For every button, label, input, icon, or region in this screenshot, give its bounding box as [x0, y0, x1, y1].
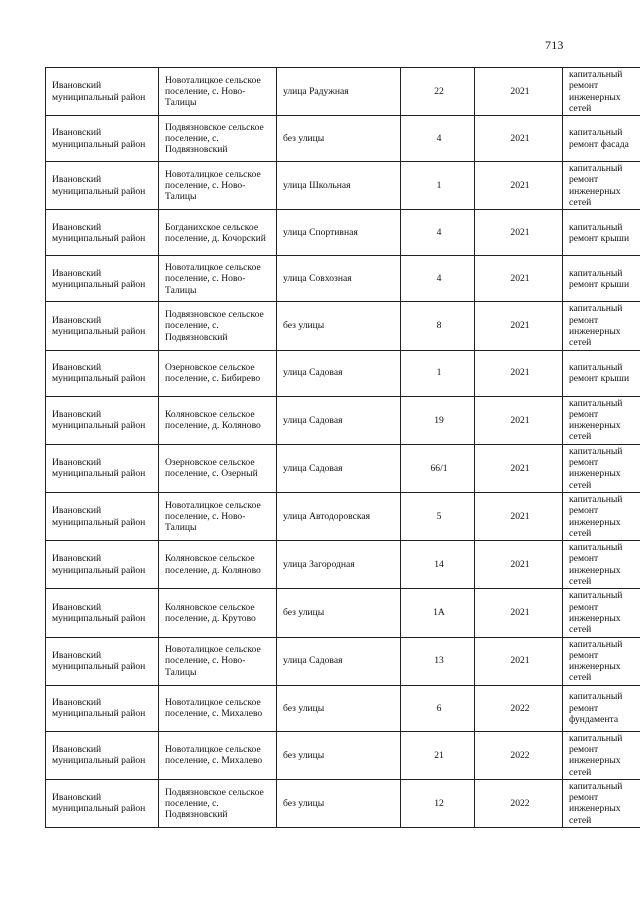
street-cell: улица Автодоровская — [277, 492, 401, 540]
work-type-cell: капитальный ремонт инженерных сетей — [563, 492, 640, 540]
house-number-cell: 4 — [401, 256, 475, 302]
table-row — [46, 302, 640, 350]
street-cell: без улицы — [277, 302, 401, 350]
district-cell: Ивановский муниципальный район — [46, 116, 159, 162]
settlement-cell: Озерновское сельское поселение, с. Бибирево — [159, 350, 277, 396]
table-row — [46, 779, 640, 827]
housing-repair-table — [45, 67, 640, 828]
year-cell: 2021 — [475, 68, 563, 116]
settlement-cell: Коляновское сельское поселение, д. Коляново — [159, 541, 277, 589]
settlement-cell: Богданихское сельское поселение, д. Кочорский — [159, 210, 277, 256]
settlement-cell: Подвязновское сельское поселение, с. Подвязновский — [159, 779, 277, 827]
district-cell: Ивановский муниципальный район — [46, 302, 159, 350]
district-cell: Ивановский муниципальный район — [46, 444, 159, 492]
district-cell: Ивановский муниципальный район — [46, 779, 159, 827]
work-type-cell: капитальный ремонт инженерных сетей — [563, 396, 640, 444]
work-type-cell: капитальный ремонт инженерных сетей — [563, 589, 640, 637]
settlement-cell: Новоталицкое сельское поселение, с. Михалево — [159, 685, 277, 731]
district-cell: Ивановский муниципальный район — [46, 68, 159, 116]
year-cell: 2021 — [475, 302, 563, 350]
house-number-cell: 6 — [401, 685, 475, 731]
work-type-cell: капитальный ремонт крыши — [563, 350, 640, 396]
district-cell: Ивановский муниципальный район — [46, 492, 159, 540]
table-body — [46, 68, 640, 828]
table-row — [46, 492, 640, 540]
street-cell: без улицы — [277, 685, 401, 731]
table-row — [46, 162, 640, 210]
table-row — [46, 68, 640, 116]
year-cell: 2022 — [475, 779, 563, 827]
table-row — [46, 637, 640, 685]
district-cell: Ивановский муниципальный район — [46, 637, 159, 685]
work-type-cell: капитальный ремонт инженерных сетей — [563, 779, 640, 827]
house-number-cell: 4 — [401, 210, 475, 256]
table-row — [46, 685, 640, 731]
table-row — [46, 396, 640, 444]
settlement-cell: Новоталицкое сельское поселение, с. Ново-Талицы — [159, 68, 277, 116]
street-cell: без улицы — [277, 779, 401, 827]
district-cell: Ивановский муниципальный район — [46, 210, 159, 256]
house-number-cell: 22 — [401, 68, 475, 116]
work-type-cell: капитальный ремонт инженерных сетей — [563, 444, 640, 492]
year-cell: 2021 — [475, 350, 563, 396]
settlement-cell: Озерновское сельское поселение, с. Озерный — [159, 444, 277, 492]
work-type-cell: капитальный ремонт инженерных сетей — [563, 68, 640, 116]
street-cell: улица Совхозная — [277, 256, 401, 302]
house-number-cell: 1 — [401, 162, 475, 210]
year-cell: 2022 — [475, 731, 563, 779]
district-cell: Ивановский муниципальный район — [46, 541, 159, 589]
settlement-cell: Новоталицкое сельское поселение, с. Ново-Талицы — [159, 637, 277, 685]
table-row — [46, 731, 640, 779]
house-number-cell: 8 — [401, 302, 475, 350]
year-cell: 2021 — [475, 444, 563, 492]
table-row — [46, 210, 640, 256]
street-cell: улица Радужная — [277, 68, 401, 116]
table-row — [46, 116, 640, 162]
work-type-cell: капитальный ремонт крыши — [563, 256, 640, 302]
house-number-cell: 13 — [401, 637, 475, 685]
year-cell: 2021 — [475, 116, 563, 162]
street-cell: улица Садовая — [277, 350, 401, 396]
house-number-cell: 14 — [401, 541, 475, 589]
street-cell: улица Садовая — [277, 396, 401, 444]
year-cell: 2021 — [475, 210, 563, 256]
year-cell: 2021 — [475, 541, 563, 589]
settlement-cell: Новоталицкое сельское поселение, с. Ново-Талицы — [159, 162, 277, 210]
street-cell: улица Спортивная — [277, 210, 401, 256]
year-cell: 2021 — [475, 256, 563, 302]
settlement-cell: Коляновское сельское поселение, д. Коляново — [159, 396, 277, 444]
house-number-cell: 1 — [401, 350, 475, 396]
house-number-cell: 19 — [401, 396, 475, 444]
settlement-cell: Коляновское сельское поселение, д. Крутово — [159, 589, 277, 637]
street-cell: улица Загородная — [277, 541, 401, 589]
district-cell: Ивановский муниципальный район — [46, 350, 159, 396]
table-row — [46, 541, 640, 589]
table-row — [46, 256, 640, 302]
table-row — [46, 350, 640, 396]
street-cell: улица Школьная — [277, 162, 401, 210]
work-type-cell: капитальный ремонт инженерных сетей — [563, 541, 640, 589]
district-cell: Ивановский муниципальный район — [46, 685, 159, 731]
work-type-cell: капитальный ремонт фасада — [563, 116, 640, 162]
work-type-cell: капитальный ремонт инженерных сетей — [563, 162, 640, 210]
house-number-cell: 5 — [401, 492, 475, 540]
year-cell: 2021 — [475, 589, 563, 637]
house-number-cell: 12 — [401, 779, 475, 827]
house-number-cell: 4 — [401, 116, 475, 162]
district-cell: Ивановский муниципальный район — [46, 162, 159, 210]
year-cell: 2022 — [475, 685, 563, 731]
work-type-cell: капитальный ремонт крыши — [563, 210, 640, 256]
district-cell: Ивановский муниципальный район — [46, 396, 159, 444]
settlement-cell: Новоталицкое сельское поселение, с. Михалево — [159, 731, 277, 779]
street-cell: улица Садовая — [277, 444, 401, 492]
settlement-cell: Новоталицкое сельское поселение, с. Ново-Талицы — [159, 256, 277, 302]
table-row — [46, 589, 640, 637]
house-number-cell: 66/1 — [401, 444, 475, 492]
page-number: 713 — [545, 38, 564, 52]
house-number-cell: 1А — [401, 589, 475, 637]
work-type-cell: капитальный ремонт фундамента — [563, 685, 640, 731]
settlement-cell: Новоталицкое сельское поселение, с. Ново-Талицы — [159, 492, 277, 540]
district-cell: Ивановский муниципальный район — [46, 731, 159, 779]
work-type-cell: капитальный ремонт инженерных сетей — [563, 302, 640, 350]
house-number-cell: 21 — [401, 731, 475, 779]
year-cell: 2021 — [475, 396, 563, 444]
district-cell: Ивановский муниципальный район — [46, 256, 159, 302]
street-cell: без улицы — [277, 116, 401, 162]
work-type-cell: капитальный ремонт инженерных сетей — [563, 731, 640, 779]
settlement-cell: Подвязновское сельское поселение, с. Подвязновский — [159, 116, 277, 162]
year-cell: 2021 — [475, 637, 563, 685]
district-cell: Ивановский муниципальный район — [46, 589, 159, 637]
table-row — [46, 444, 640, 492]
settlement-cell: Подвязновское сельское поселение, с. Подвязновский — [159, 302, 277, 350]
year-cell: 2021 — [475, 492, 563, 540]
street-cell: улица Садовая — [277, 637, 401, 685]
work-type-cell: капитальный ремонт инженерных сетей — [563, 637, 640, 685]
year-cell: 2021 — [475, 162, 563, 210]
street-cell: без улицы — [277, 589, 401, 637]
street-cell: без улицы — [277, 731, 401, 779]
